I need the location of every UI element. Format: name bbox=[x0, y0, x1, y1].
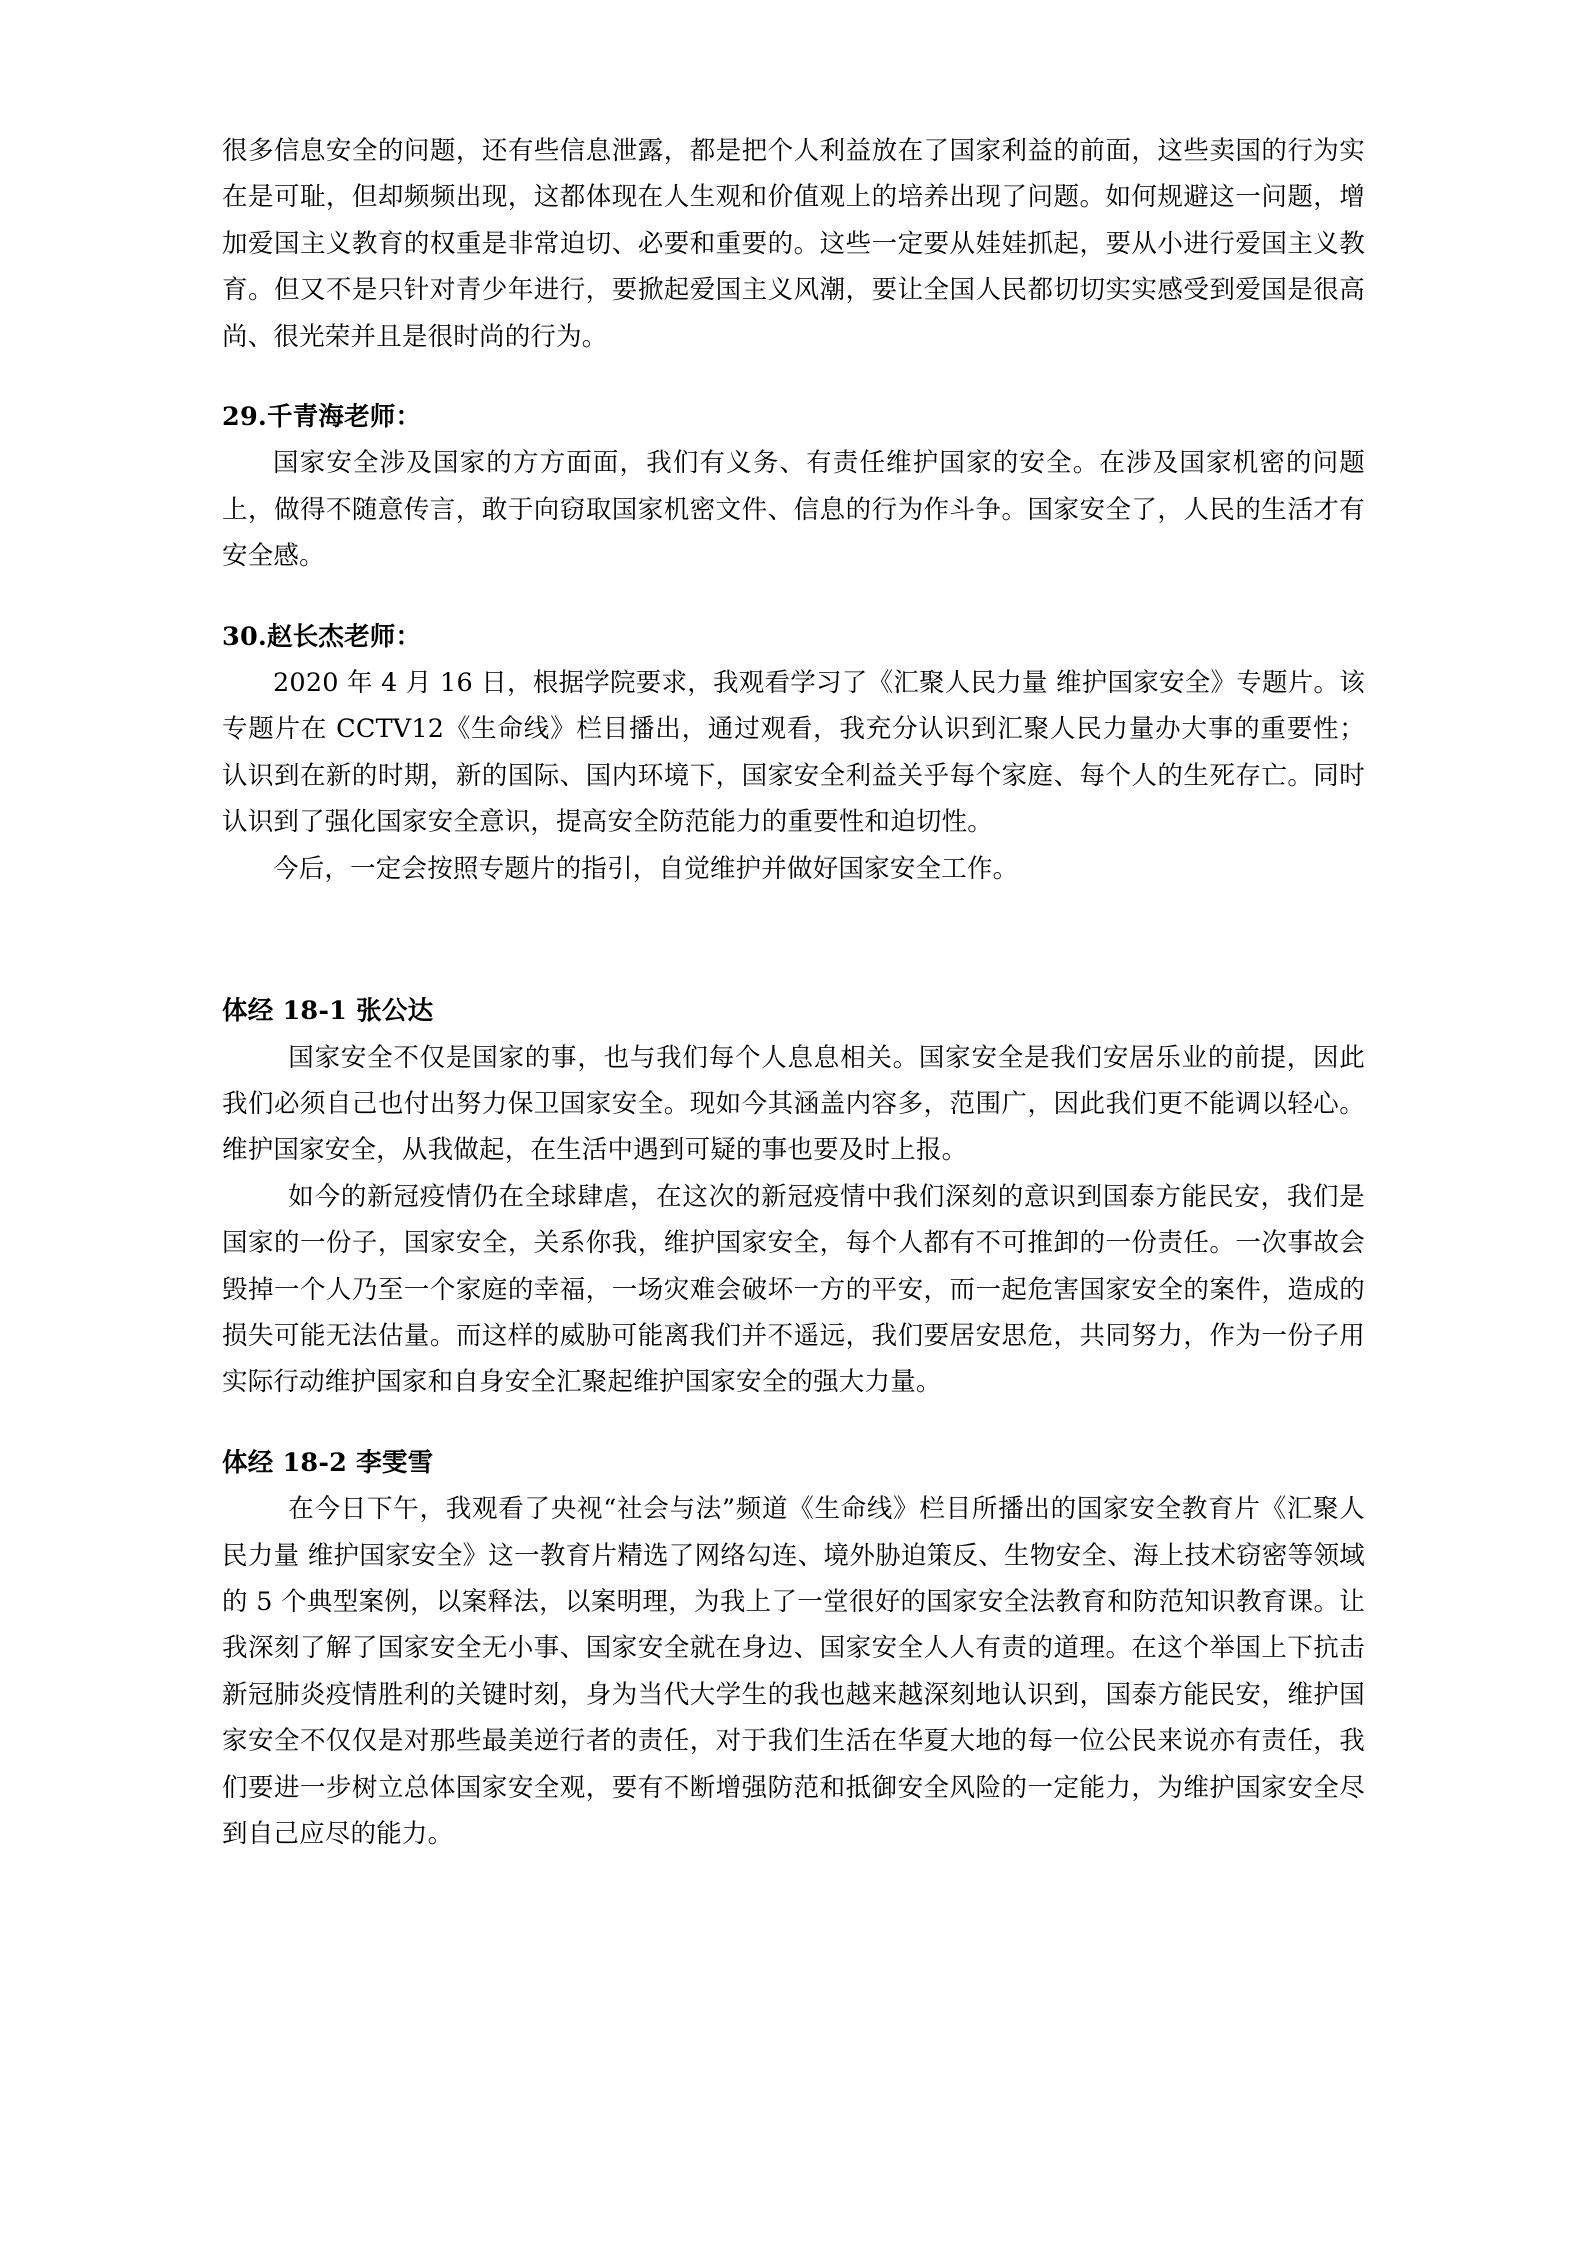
paragraph-29-body: 国家安全涉及国家的方方面面，我们有义务、有责任维护国家的安全。在涉及国家机密的问题上，做得不随意传言，敢于向窃取国家机密文件、信息的行为作斗争。国家安全了，人民的生活才有安全感。 bbox=[222, 448, 1365, 572]
paragraph-opening: 很多信息安全的问题，还有些信息泄露，都是把个人利益放在了国家利益的前面，这些卖国的行为实在是可耻，但却频频出现，这都体现在人生观和价值观上的培养出现了问题。如何规避这一问题，增加爱国主义教育的权重是非常迫切、必要和重要的。这些一定要从娃娃抓起，要从小进行爱国主义教育。但又不是只针对青少年进行，要掀起爱国主义风潮，要让全国人民都切切实实感受到爱国是很高尚、很光荣并且是很时尚的行为。 bbox=[222, 136, 1365, 352]
spacer bbox=[222, 892, 1365, 988]
heading-30-zhaochangjie: 30.赵长杰老师： bbox=[222, 621, 422, 652]
spacer bbox=[222, 580, 1365, 614]
document-body bbox=[222, 128, 1365, 1857]
paragraph-18-2-body: 在今日下午，我观看了央视“社会与法”频道《生命线》栏目所播出的国家安全教育片《汇聚人民力量 维护国家安全》这一教育片精选了网络勾连、境外胁迫策反、生物安全、海上技术窃密等领域的 5 个典型案例，以案释法，以案明理，为我上了一堂很好的国家安全法教育和防范知识教育课。让我深刻了解了国家安全无小事、国家安全就在身边、国家安全人人有责的道理。在这个举国上下抗击新冠肺炎疫情胜利的关键时刻，身为当代大学生的我也越来越深刻地认识到，国泰方能民安，维护国家安全不仅仅是对那些最美逆行者的责任，对于我们生活在华夏大地的每一位公民来说亦有责任，我们要进一步树立总体国家安全观，要有不断增强防范和抵御安全风险的一定能力，为维护国家安全尽到自己应尽的能力。 bbox=[222, 1494, 1365, 1849]
spacer bbox=[222, 360, 1365, 394]
heading-tijing-18-2: 体经 18-2 李雯雪 bbox=[222, 1447, 434, 1478]
spacer bbox=[222, 1406, 1365, 1440]
paragraph-30-body-1: 2020 年 4 月 16 日，根据学院要求，我观看学习了《汇聚人民力量 维护国家安全》专题片。该专题片在 CCTV12《生命线》栏目播出，通过观看，我充分认识到汇聚人民力量办大事的重要性；认识到在新的时期，新的国际、国内环境下，国家安全利益关乎每个家庭、每个人的生死存亡。同时认识到了强化国家安全意识，提高安全防范能力的重要性和迫切性。 bbox=[222, 668, 1365, 838]
paragraph-18-1-body-1: 国家安全不仅是国家的事，也与我们每个人息息相关。国家安全是我们安居乐业的前提，因此我们必须自己也付出努力保卫国家安全。现如今其涵盖内容多，范围广，因此我们更不能调以轻心。维护国家安全，从我做起，在生活中遇到可疑的事也要及时上报。 bbox=[222, 1042, 1365, 1166]
heading-29-qianqinghai: 29.千青海老师： bbox=[222, 402, 422, 433]
heading-tijing-18-1: 体经 18-1 张公达 bbox=[222, 996, 434, 1027]
paragraph-18-1-body-2: 如今的新冠疫情仍在全球肆虐，在这次的新冠疫情中我们深刻的意识到国泰方能民安，我们是国家的一份子，国家安全，关系你我，维护国家安全，每个人都有不可推卸的一份责任。一次事故会毁掉一个人乃至一个家庭的幸福，一场灾难会破坏一方的平安，而一起危害国家安全的案件，造成的损失可能无法估量。而这样的威胁可能离我们并不遥远，我们要居安思危，共同努力，作为一份子用实际行动维护国家和自身安全汇聚起维护国家安全的强大力量。 bbox=[222, 1181, 1365, 1398]
paragraph-30-body-2: 今后，一定会按照专题片的指引，自觉维护并做好国家安全工作。 bbox=[273, 853, 1019, 884]
